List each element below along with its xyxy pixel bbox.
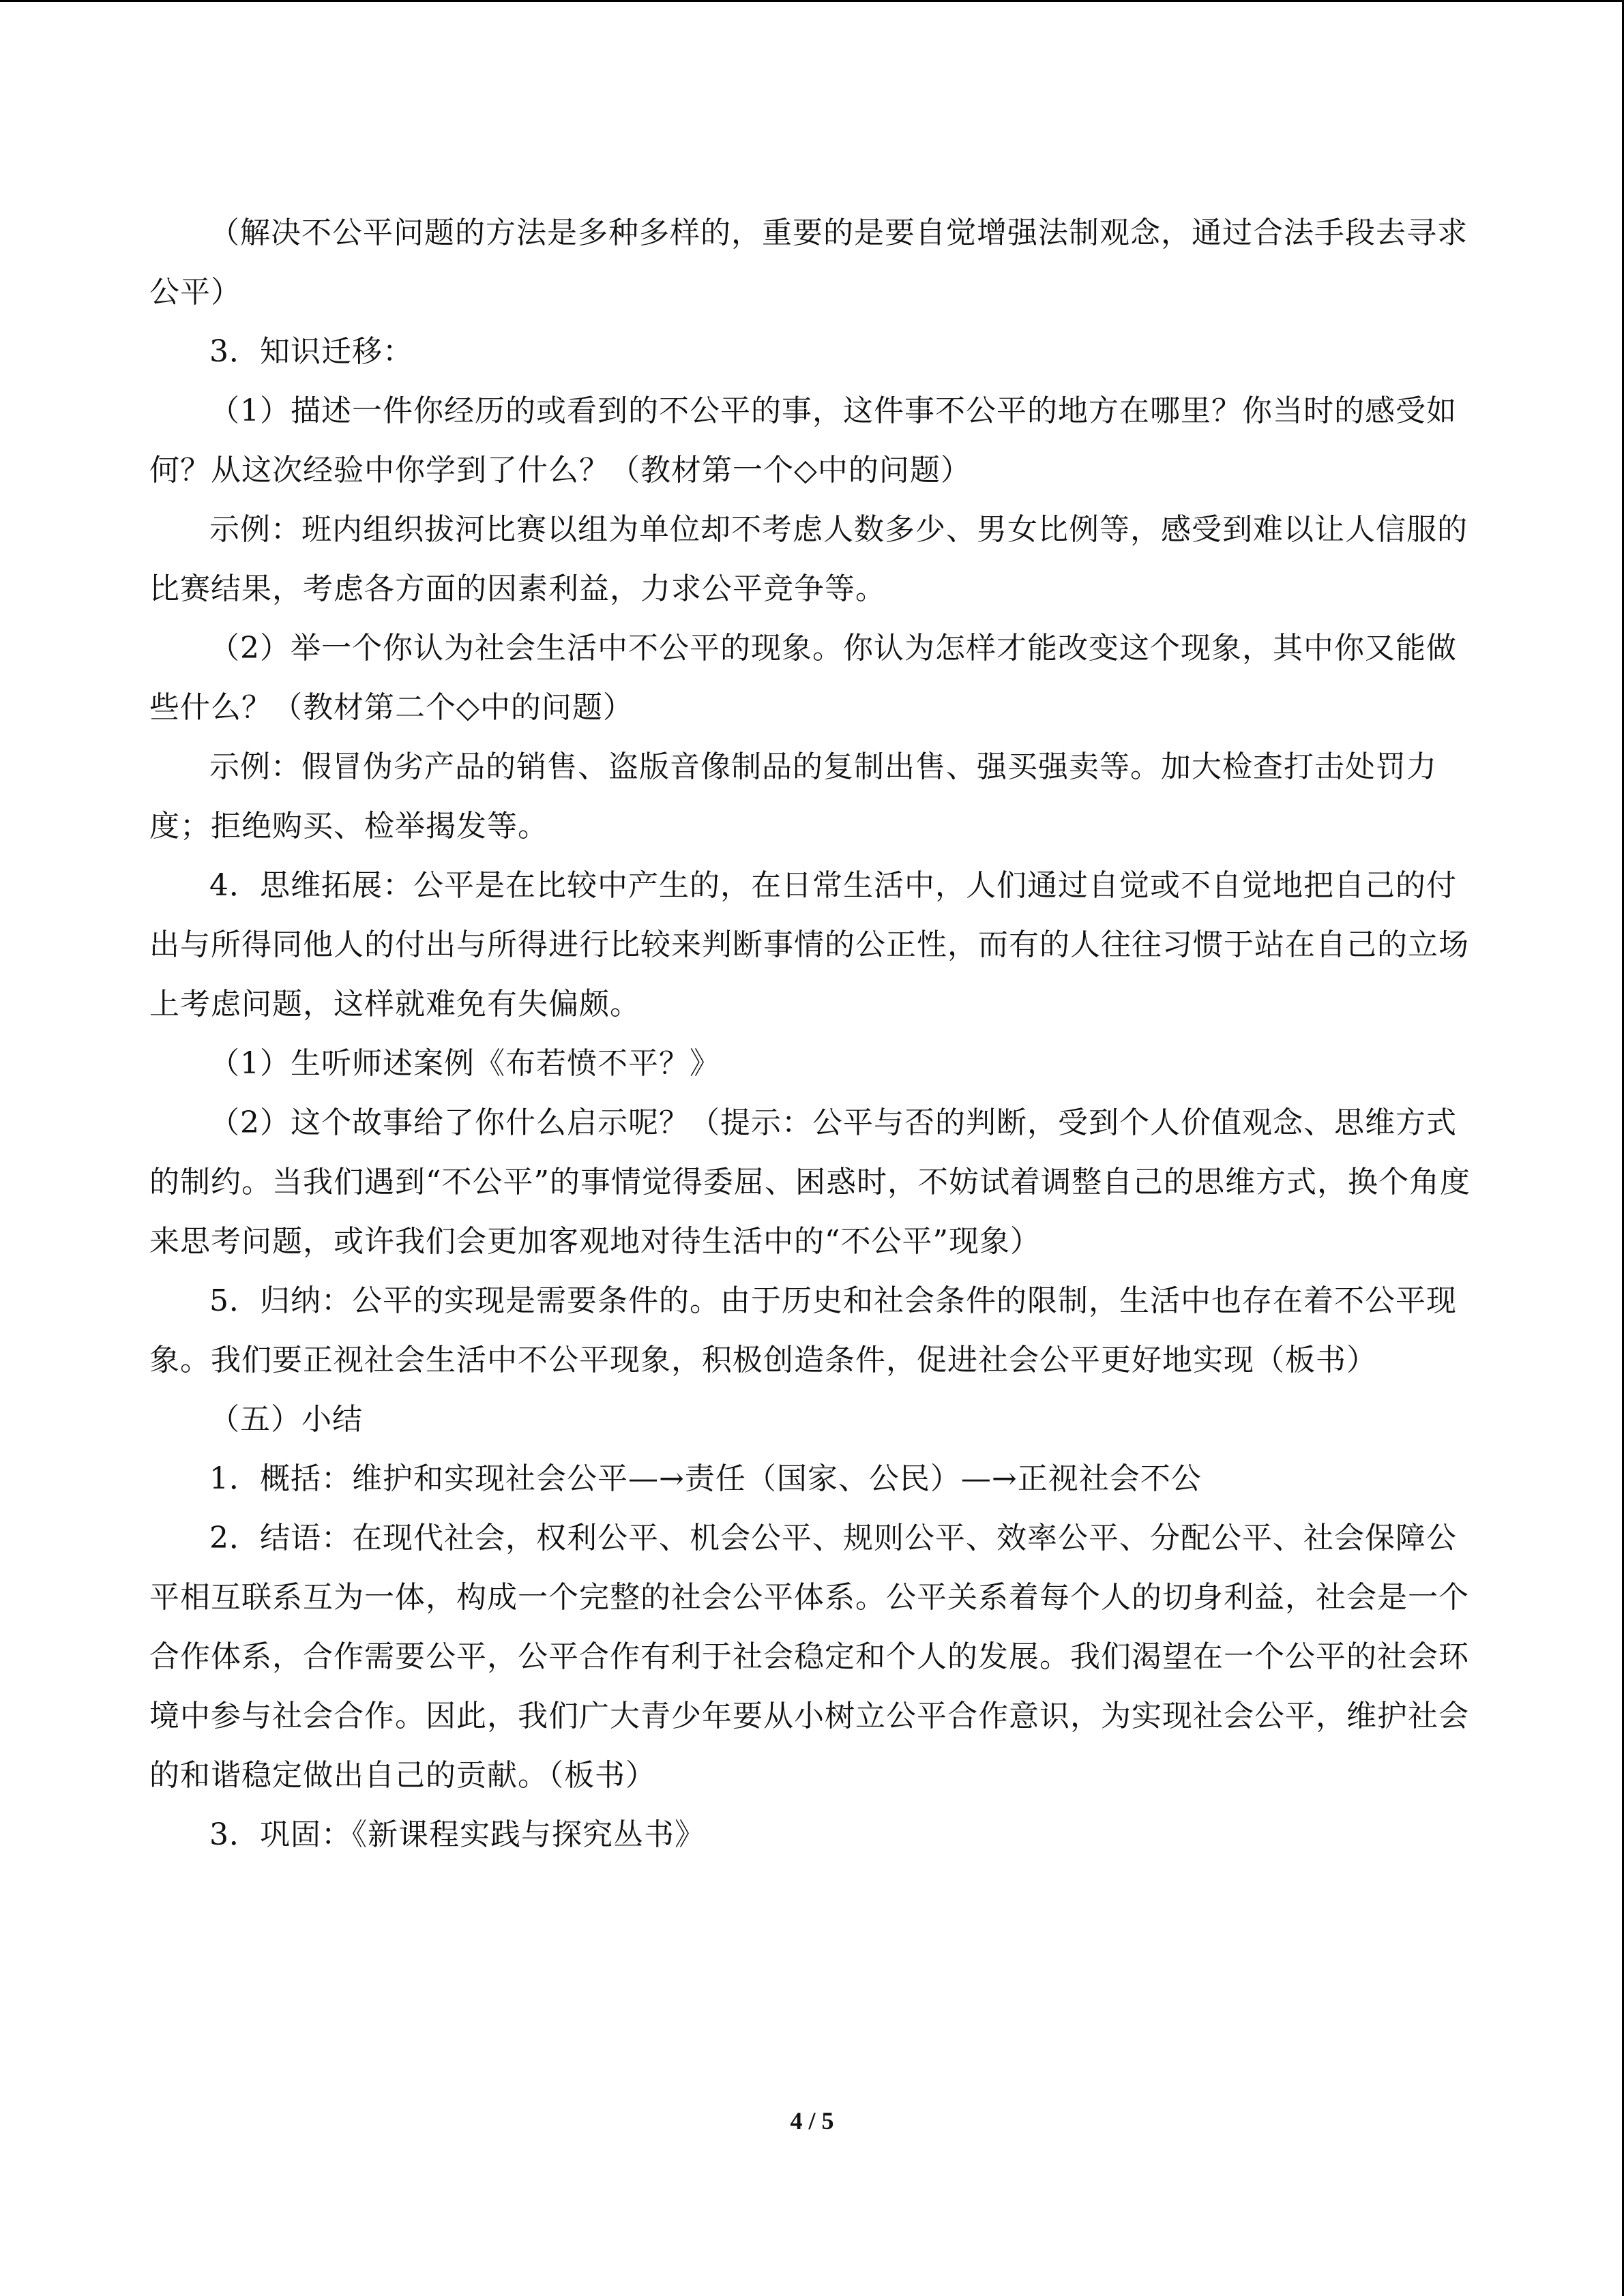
paragraph-story-inspiration: （2）这个故事给了你什么启示呢？（提示：公平与否的判断，受到个人价值观念、思维方式的制约。当我们遇到“不公平”的事情觉得委屈、困惑时，不妨试着调整自己的思维方式，换个角度来思考问题，或许我们会更加客观地对待生活中的“不公平”现象） (149, 1105, 1471, 1259)
document-body (149, 203, 1474, 1864)
paragraph-question-1: （1）描述一件你经历的或看到的不公平的事，这件事不公平的地方在哪里？你当时的感受如何？从这次经验中你学到了什么？（教材第一个◇中的问题） (149, 393, 1457, 488)
paragraph-closing-remarks: 2．结语：在现代社会，权利公平、机会公平、规则公平、效率公平、分配公平、社会保障公平相互联系互为一体，构成一个完整的社会公平体系。公平关系着每个人的切身利益，社会是一个合作体系，合作需要公平，公平合作有利于社会稳定和个人的发展。我们渴望在一个公平的社会环境中参与社会合作。因此，我们广大青少年要从小树立公平合作意识，为实现社会公平，维护社会的和谐稳定做出自己的贡献。（板书） (149, 1521, 1469, 1793)
page-number: 4 / 5 (790, 2107, 834, 2134)
paragraph-case-study: （1）生听师述案例《布若愤不平？》 (209, 1046, 720, 1081)
paragraph-question-2: （2）举一个你认为社会生活中不公平的现象。你认为怎样才能改变这个现象，其中你又能做些什么？（教材第二个◇中的问题） (149, 631, 1457, 725)
paragraph-example-1: 示例：班内组织拔河比赛以组为单位却不考虑人数多少、男女比例等，感受到难以让人信服的比赛结果，考虑各方面的因素利益，力求公平竞争等。 (149, 512, 1468, 606)
paragraph-summary-overview: 1．概括：维护和实现社会公平—→责任（国家、公民）—→正视社会不公 (209, 1461, 1202, 1496)
paragraph-example-2: 示例：假冒伪劣产品的销售、盗版音像制品的复制出售、强买强卖等。加大检查打击处罚力度；拒绝购买、检举揭发等。 (149, 749, 1437, 844)
page-top-border (0, 0, 1624, 2)
paragraph-knowledge-transfer-heading: 3．知识迁移： (209, 334, 413, 369)
section-heading-summary: （五）小结 (209, 1402, 363, 1437)
paragraph-method-note: （解决不公平问题的方法是多种多样的，重要的是要自觉增强法制观念，通过合法手段去寻求公平） (149, 215, 1468, 310)
paragraph-consolidation: 3．巩固：《新课程实践与探究丛书》 (209, 1817, 705, 1852)
paragraph-thinking-expansion: 4．思维拓展：公平是在比较中产生的，在日常生活中，人们通过自觉或不自觉地把自己的付出与所得同他人的付出与所得进行比较来判断事情的公正性，而有的人往往习惯于站在自己的立场上考虑问题，这样就难免有失偏颇。 (149, 868, 1469, 1022)
paragraph-conclusion-induction: 5．归纳：公平的实现是需要条件的。由于历史和社会条件的限制，生活中也存在着不公平现象。我们要正视社会生活中不公平现象，积极创造条件，促进社会公平更好地实现（板书） (149, 1283, 1457, 1377)
